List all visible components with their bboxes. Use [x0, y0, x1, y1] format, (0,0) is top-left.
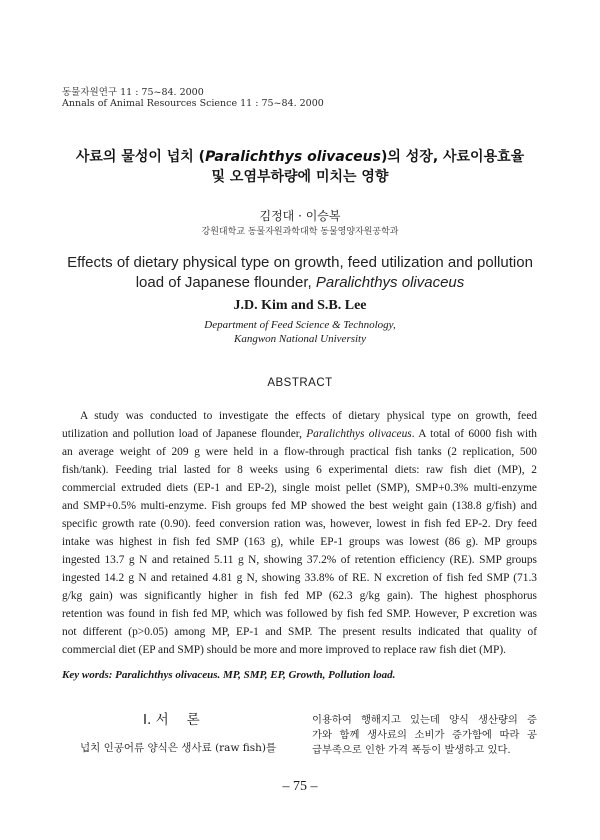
- korean-title-line-2: 및 오염부하량에 미치는 영향: [211, 169, 389, 185]
- intro-right-column-line: 급부족으로 인한 가격 폭등이 발생하고 있다.: [312, 744, 511, 756]
- keywords: Key words: Paralichthys olivaceus. MP, SMP, EP, Growth, Pollution load.: [62, 669, 396, 681]
- abstract-line: ingested 13.7 g N and retained 5.11 g N, showing 37.2% of retention efficiency (RE). SMP groups: [62, 554, 537, 566]
- journal-citation-korean: 동물자원연구 11 : 75~84. 2000: [62, 87, 204, 98]
- english-affiliation-university: Kangwon National University: [234, 333, 366, 345]
- abstract-species-name: Paralichthys olivaceus: [306, 428, 412, 440]
- page-number: – 75 –: [282, 779, 318, 794]
- abstract-line: an average weight of 209 g were held in a flow-through practical fish tanks (2 replication, 500: [62, 446, 537, 458]
- korean-title-prefix: 사료의 물성이 넙치 (: [75, 149, 206, 165]
- korean-title-species: Paralichthys olivaceus: [205, 149, 381, 165]
- abstract-line: and SMP+0.5% multi-enzyme. Fish groups fed MP showed the best weight gain (138.8 g/fish) and: [62, 500, 537, 512]
- abstract-line: intake was highest in fish fed SMP (163 g), while EP-1 groups was lowest (86 g). MP groups: [62, 536, 537, 548]
- abstract-line: g/kg gain) was significantly higher in fish fed MP (62.3 g/kg gain). The highest phosphorus: [62, 590, 537, 602]
- intro-right-column-line: 가와 함께 생사료의 소비가 증가함에 따라 공: [312, 729, 537, 741]
- english-title-line-1: Effects of dietary physical type on growth, feed utilization and pollution: [67, 254, 533, 271]
- korean-title-suffix: )의 성장, 사료이용효율: [380, 149, 525, 165]
- abstract-line: commercial extruded diets (EP-1 and EP-2), single moist pellet (SMP), SMP+0.3% multi-enzyme: [62, 482, 537, 494]
- abstract-line: retention was found in fish fed MP, which was followed by fish fed SMP. However, P excretion was: [62, 608, 537, 620]
- section-number: I.: [143, 712, 152, 728]
- abstract-line: utilization and pollution load of Japanese flounder, Paralichthys olivaceus. A total of 6000 fish with: [62, 428, 537, 440]
- intro-right-column-line: 이용하여 행해지고 있는데 양식 생산량의 증: [312, 714, 537, 726]
- abstract-line: not different (p>0.05) among MP, EP-1 and SMP. The present results indicated that quality of: [62, 626, 537, 638]
- english-title-species: Paralichthys olivaceus: [315, 274, 465, 291]
- english-title-prefix: load of Japanese flounder,: [135, 274, 316, 291]
- section-heading-introduction: [143, 708, 200, 728]
- korean-affiliation: 강원대학교 동물자원과학대학 동물영양자원공학과: [201, 227, 399, 237]
- english-title-line-2: [10, 274, 590, 291]
- korean-authors: 김정대 · 이승복: [259, 209, 341, 223]
- section-title-part-2: 론: [186, 712, 200, 728]
- journal-citation-english: Annals of Animal Resources Science 11 : 75~84. 2000: [62, 98, 324, 109]
- abstract-heading: ABSTRACT: [267, 377, 333, 389]
- intro-left-column-line: 넙치 인공어류 양식은 생사료 (raw fish)를: [80, 742, 277, 754]
- abstract-line: A study was conducted to investigate the effects of dietary physical type on growth, feed: [80, 410, 537, 422]
- korean-title-line-1: [20, 146, 580, 166]
- abstract-line: commercial diet (EP and SMP) should be more and more improved to replace raw fish diet (MP).: [62, 644, 507, 656]
- english-affiliation-department: Department of Feed Science & Technology,: [204, 319, 396, 331]
- english-authors: J.D. Kim and S.B. Lee: [233, 298, 367, 313]
- abstract-line: specific growth rate (0.90). feed conversion ration was, however, lowest in fish fed EP-2. Dry feed: [62, 518, 537, 530]
- section-title-part-1: 서: [155, 712, 169, 728]
- abstract-line: fish/tank). Feeding trial lasted for 8 weeks using 6 experimental diets: raw fish diet (MP), 2: [62, 464, 537, 476]
- abstract-line: ingested 14.2 g N and retained 4.81 g N, showing 33.8% of RE. N excretion of fish fed SMP (71.3: [62, 572, 537, 584]
